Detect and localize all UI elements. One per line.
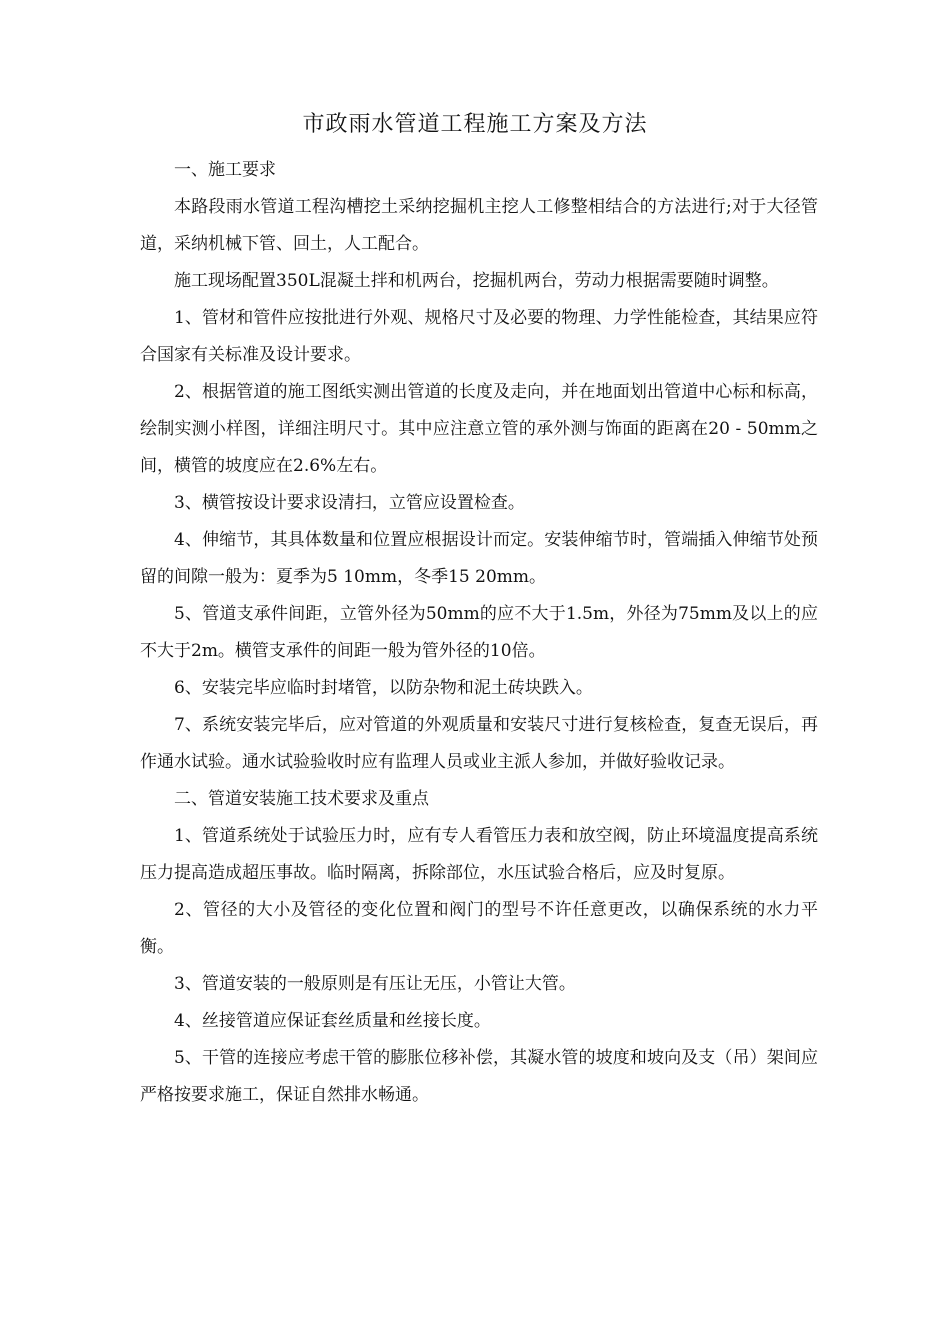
paragraph-excavation-method: 本路段雨水管道工程沟槽挖土采纳挖掘机主挖人工修整相结合的方法进行;对于大径管道，采纳机械下管、回土，人工配合。 [140,197,818,254]
list-item-2: 2、管径的大小及管径的变化位置和阀门的型号不许任意更改，以确保系统的水力平衡。 [140,900,818,957]
list-item-5: 5、干管的连接应考虑干管的膨胀位移补偿，其凝水管的坡度和坡向及支（吊）架间应严格按要求施工，保证自然排水畅通。 [140,1048,818,1105]
list-item-4: 4、丝接管道应保证套丝质量和丝接长度。 [174,1011,491,1031]
list-item-1: 1、管道系统处于试验压力时，应有专人看管压力表和放空阀，防止环境温度提高系统压力提高造成超压事故。临时隔离，拆除部位，水压试验合格后，应及时复原。 [140,826,818,883]
list-item-2: 2、根据管道的施工图纸实测出管道的长度及走向，并在地面划出管道中心标和标高，绘制实测小样图，详细注明尺寸。其中应注意立管的承外测与饰面的距离在20 - 50mm之间，横管的坡度应在2.6%左右。 [140,382,818,476]
document-title: 市政雨水管道工程施工方案及方法 [302,112,648,137]
document-body [140,152,818,1114]
list-item-1: 1、管材和管件应按批进行外观、规格尺寸及必要的物理、力学性能检查，其结果应符合国家有关标准及设计要求。 [140,308,818,365]
section-heading-construction-requirements: 一、施工要求 [174,160,276,180]
list-item-3: 3、管道安装的一般原则是有压让无压，小管让大管。 [174,974,576,994]
list-item-7: 7、系统安装完毕后，应对管道的外观质量和安装尺寸进行复核检查，复查无误后，再作通水试验。通水试验验收时应有监理人员或业主派人参加，并做好验收记录。 [140,715,818,772]
paragraph-site-equipment: 施工现场配置350L混凝土拌和机两台，挖掘机两台，劳动力根据需要随时调整。 [174,271,779,291]
list-item-5: 5、管道支承件间距，立管外径为50mm的应不大于1.5m，外径为75mm及以上的应不大于2m。横管支承件的间距一般为管外径的10倍。 [140,604,818,661]
list-item-3: 3、横管按设计要求设清扫，立管应设置检查。 [174,493,525,513]
list-item-6: 6、安装完毕应临时封堵管，以防杂物和泥土砖块跌入。 [174,678,593,698]
list-item-4: 4、伸缩节，其具体数量和位置应根据设计而定。安装伸缩节时，管端插入伸缩节处预留的间隙一般为：夏季为5 10mm，冬季15 20mm。 [140,530,818,587]
section-heading-pipe-installation: 二、管道安装施工技术要求及重点 [174,789,429,809]
